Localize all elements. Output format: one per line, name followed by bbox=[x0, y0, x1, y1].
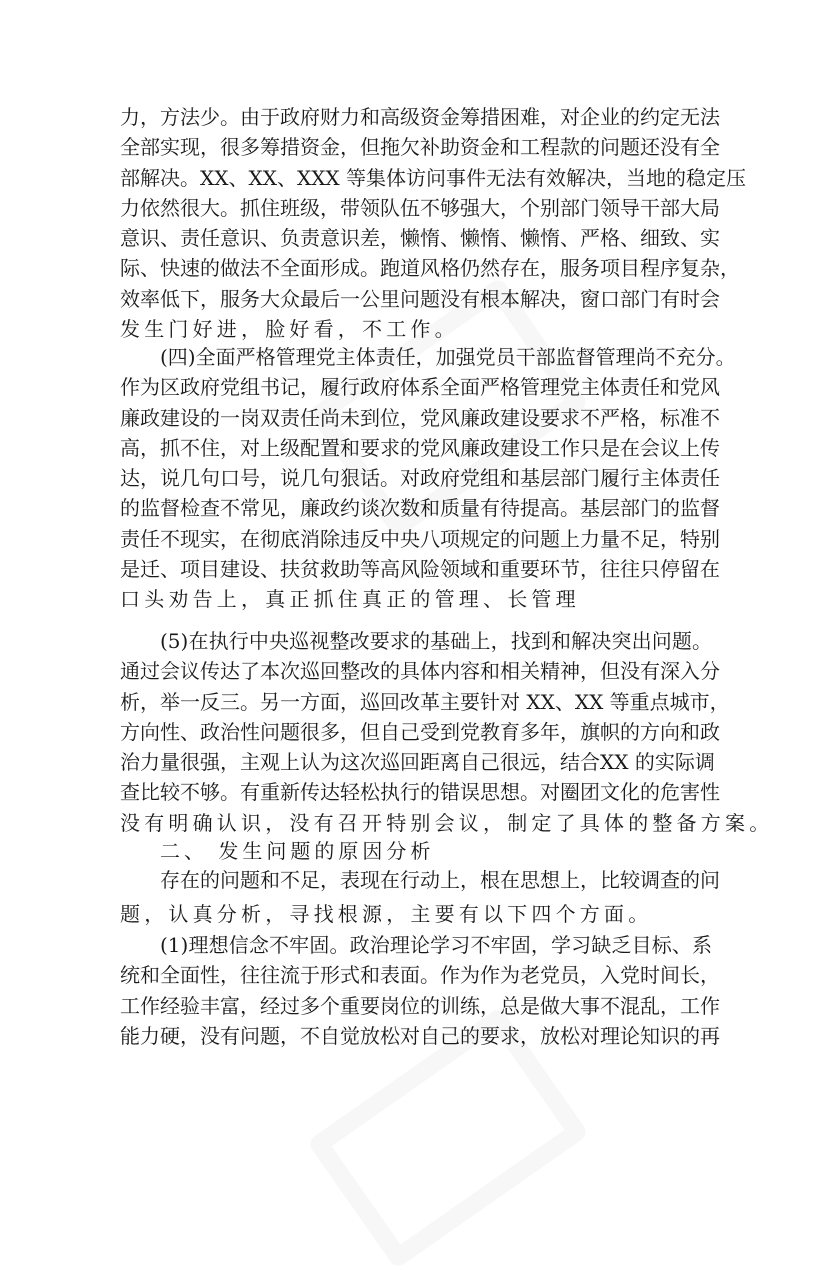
text-line: 力，方法少。由于政府财力和高级资金筹措困难，对企业的约定无法 bbox=[120, 105, 720, 129]
text-line: 部解决。XX、XX、XXX 等集体访问事件无法有效解决，当地的稳定压 bbox=[120, 165, 747, 190]
text-line: (1)理想信念不牢固。政治理论学习不牢固，学习缺乏目标、系 bbox=[160, 933, 712, 957]
text-line: 廉政建设的一岗双责任尚未到位，党风廉政建设要求不严格，标准不 bbox=[120, 405, 720, 430]
text-line: (四)全面严格管理党主体责任，加强党员干部监督管理尚不充分。 bbox=[160, 345, 736, 369]
text-line: 力依然很大。抓住班级，带领队伍不够强大，个别部门领导干部大局 bbox=[120, 195, 720, 220]
text-line: 题，认真分析，寻找根源，主要有以下四个方面。 bbox=[120, 902, 653, 927]
text-line: 存在的问题和不足，表现在行动上，根在思想上，比较调查的问 bbox=[160, 868, 720, 892]
text-line: (5)在执行中央巡视整改要求的基础上，找到和解决突出问题。 bbox=[160, 629, 712, 653]
text-line: 发生门好进，脸好看，不工作。 bbox=[120, 317, 459, 342]
text-line: 治力量很强，主观上认为这次巡回距离自己很远，结合XX 的实际调 bbox=[120, 750, 715, 775]
text-line: 没有明确认识，没有召开特别会议，制定了具体的整备方案。 bbox=[120, 810, 774, 835]
text-line: 通过会议传达了本次巡回整改的具体内容和相关精神，但没有深入分 bbox=[120, 659, 720, 684]
paragraph-5 bbox=[120, 865, 720, 930]
text-line: 全部实现，很多筹措资金，但拖欠补助资金和工程款的问题还没有全 bbox=[120, 135, 720, 160]
heading-text: 二、 发生问题的原因分析 bbox=[160, 839, 435, 863]
text-line: 责任不现实，在彻底消除违反中央八项规定的问题上力量不足，特别 bbox=[120, 526, 720, 551]
text-line: 方向性、政治性问题很多，但自己受到党教育多年，旗帜的方向和政 bbox=[120, 719, 720, 744]
text-line: 效率低下，服务大众最后一公里问题没有根本解决，窗口部门有时会 bbox=[120, 286, 720, 311]
text-line: 查比较不够。有重新传达轻松执行的错误思想。对圈团文化的危害性 bbox=[120, 780, 720, 805]
paragraph-1 bbox=[120, 102, 747, 344]
paragraph-2 bbox=[120, 342, 736, 615]
text-line: 高，抓不住，对上级配置和要求的党风廉政建设工作只是在会议上传 bbox=[120, 435, 720, 460]
text-line: 际、快速的做法不全面形成。跑道风格仍然存在，服务项目程序复杂， bbox=[120, 256, 740, 281]
text-line: 工作经验丰富，经过多个重要岗位的训练，总是做大事不混乱，工作 bbox=[120, 993, 720, 1018]
text-line: 的监督检查不常见，廉政约谈次数和质量有待提高。基层部门的监督 bbox=[120, 496, 720, 521]
text-line: 统和全面性，往往流于形式和表面。作为作为老党员，入党时间长， bbox=[120, 963, 720, 988]
paragraph-3 bbox=[120, 626, 774, 838]
paragraph-6 bbox=[120, 930, 720, 1051]
section-heading bbox=[120, 836, 712, 866]
text-line: 是迁、项目建设、扶贫救助等高风险领域和重要环节，往往只停留在 bbox=[120, 557, 720, 582]
text-line: 口头劝告上，真正抓住真正的管理、长管理 bbox=[120, 587, 580, 612]
text-line: 析，举一反三。另一方面，巡回改革主要针对 XX、XX 等重点城市， bbox=[120, 689, 730, 714]
text-line: 能力硬，没有问题，不自觉放松对自己的要求，放松对理论知识的再 bbox=[120, 1023, 720, 1048]
text-line: 作为区政府党组书记，履行政府体系全面严格管理党主体责任和党风 bbox=[120, 375, 720, 400]
text-line: 意识、责任意识、负责意识差，懒惰、懒惰、懒惰、严格、细致、实 bbox=[120, 226, 720, 251]
text-line: 达，说几句口号，说几句狠话。对政府党组和基层部门履行主体责任 bbox=[120, 466, 720, 491]
